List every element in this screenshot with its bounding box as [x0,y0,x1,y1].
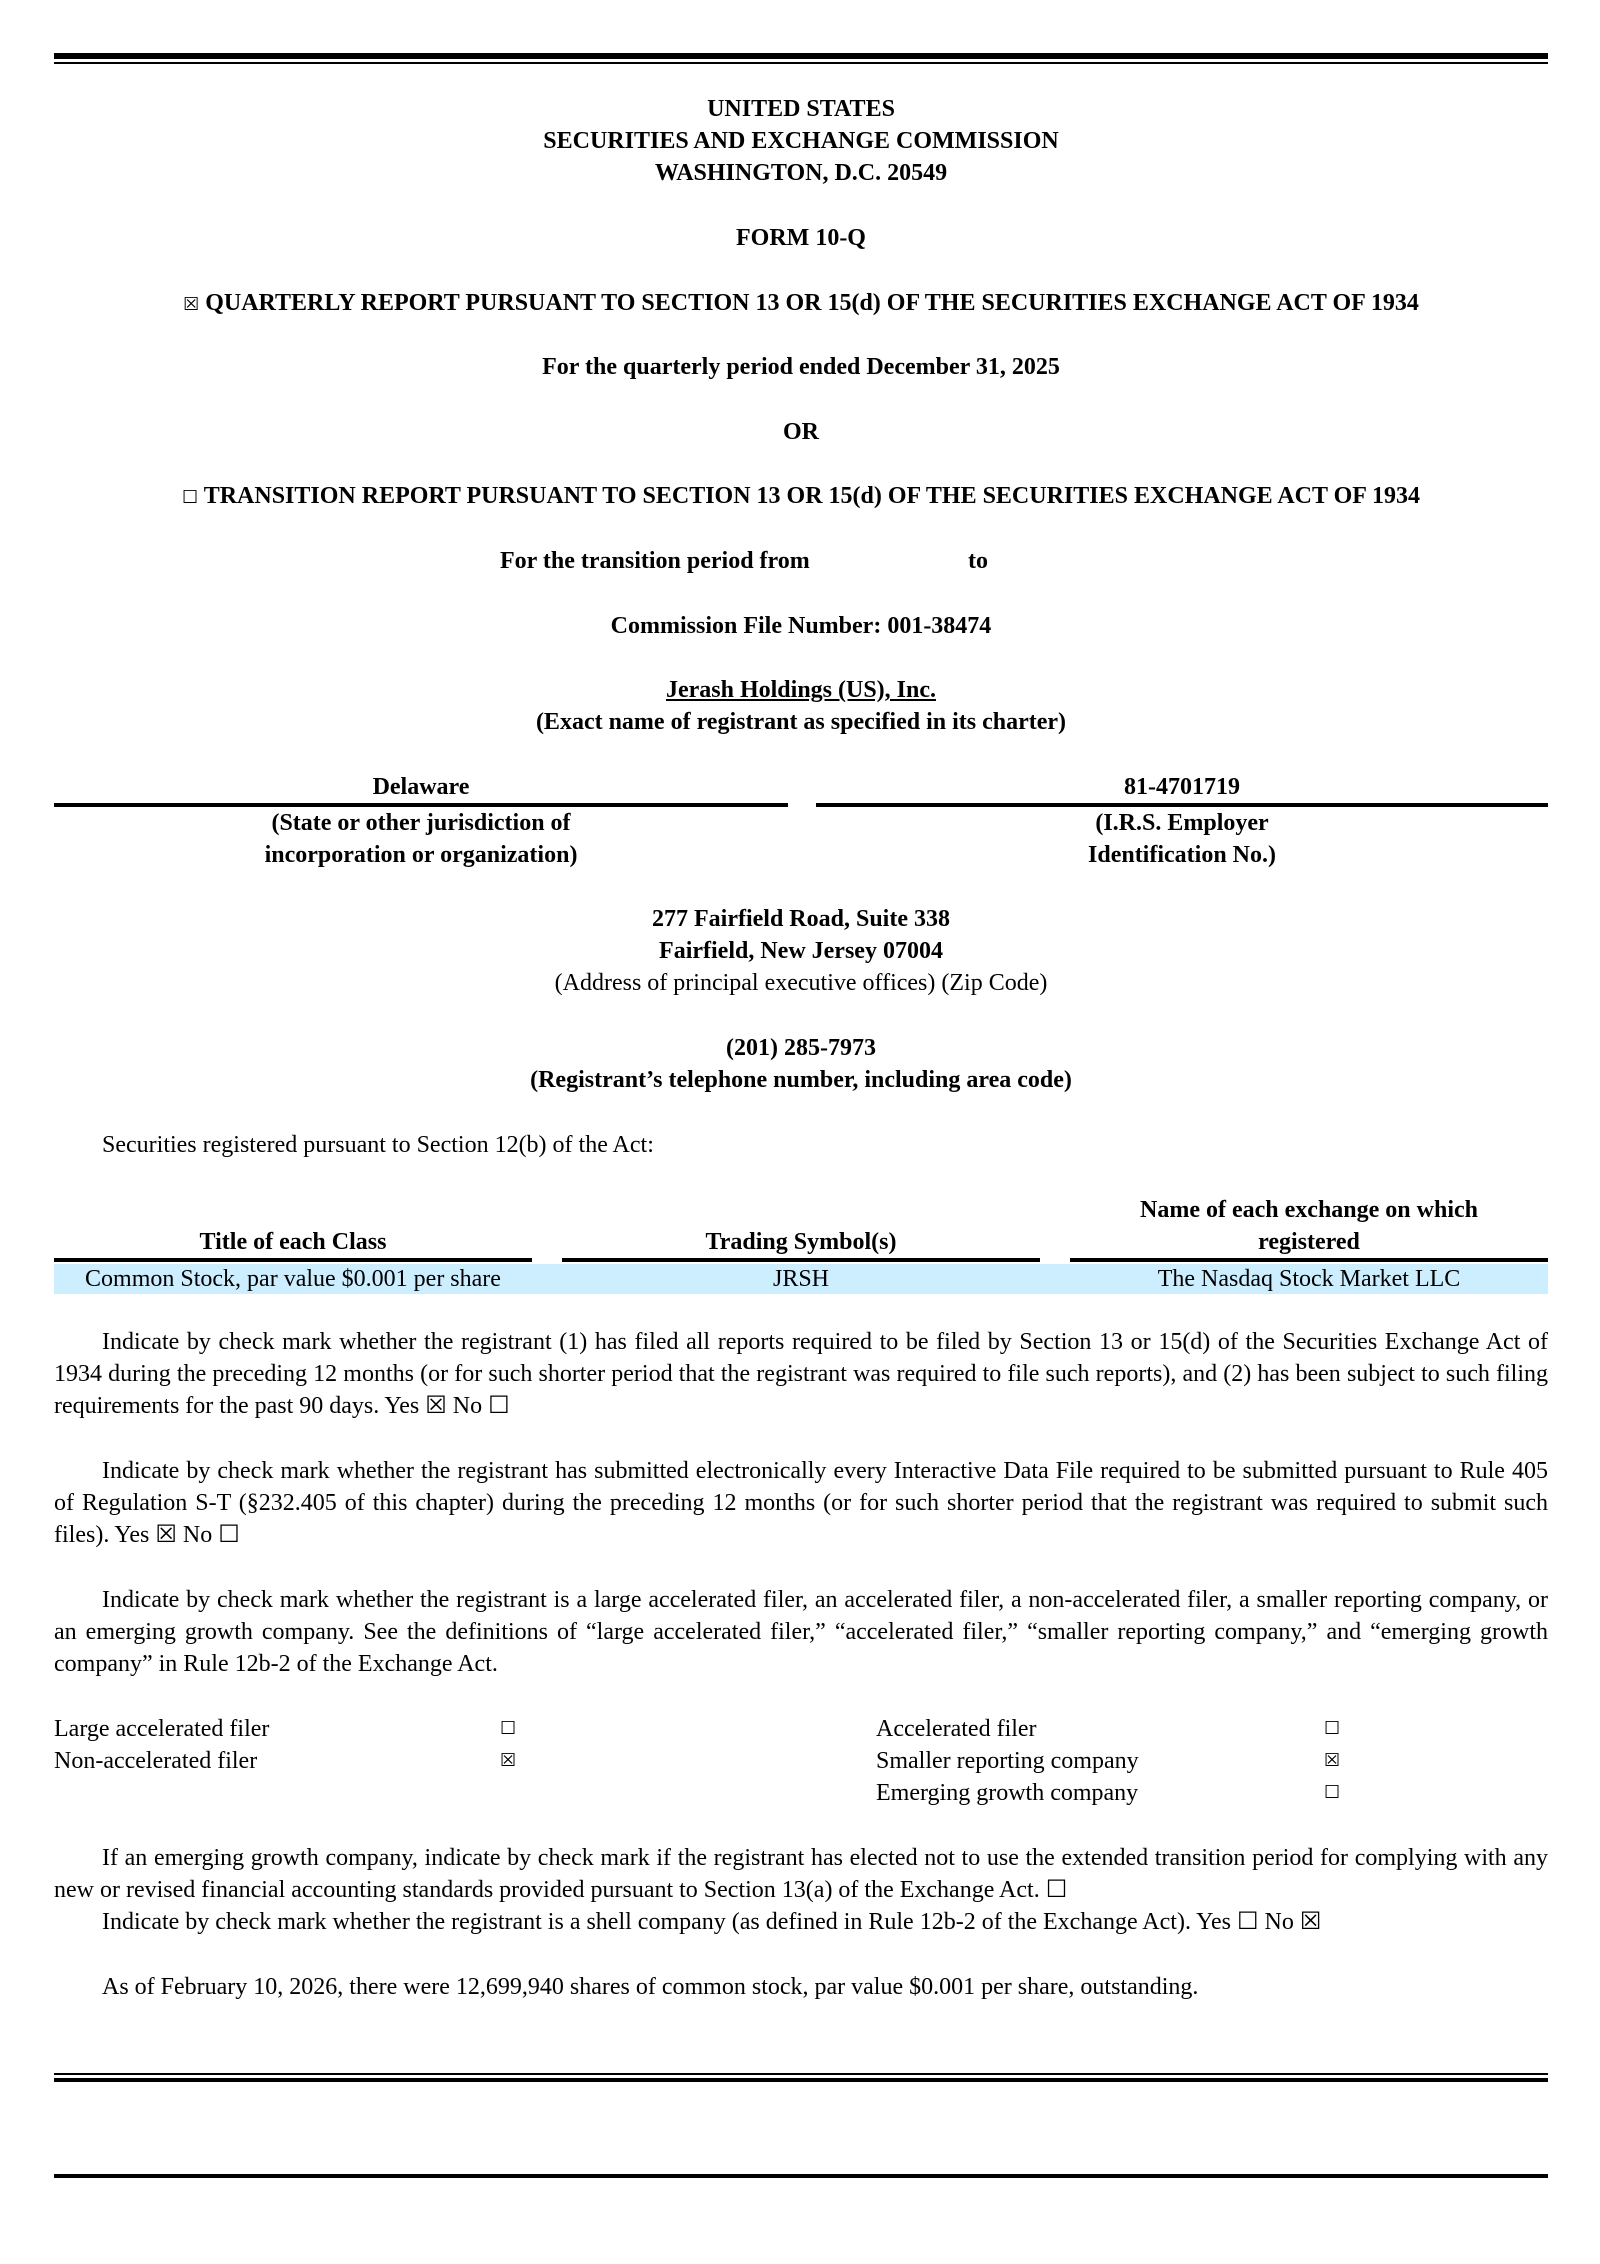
header-exchange-line-1: Name of each exchange on which [1140,1197,1478,1223]
address-line-2: Fairfield, New Jersey 07004 [659,938,943,964]
filer-emerging-growth-label: Emerging growth company [876,1780,1139,1806]
cell-title-of-class: Common Stock, par value $0.001 per share [85,1266,501,1292]
header-trading-symbol: Trading Symbol(s) [705,1229,897,1255]
registrant-name-caption: (Exact name of registrant as specified in its charter) [535,709,1067,735]
securities-intro: Securities registered pursuant to Section 12(b) of the Act: [102,1132,654,1158]
state-caption-line-1: (State or other jurisdiction of [271,810,571,836]
address-block [54,903,1548,999]
filer-large-accelerated-checkbox: ☐ [500,1718,517,1739]
paragraph-interactive-data: Indicate by check mark whether the registrant has submitted electronically every Interactive Data File required to be submitted pursuant to Rule 405 of Regulation S-T (§232.405 of this chapter) during the preceding 12 months (or for such shorter period that the registrant was required to submit such files). Yes ☒ No ☐ [54,1458,1548,1548]
registrant-name-block [54,674,1548,738]
transition-to-label: to [968,548,988,574]
paragraph-reports-filed: Indicate by check mark whether the registrant (1) has filed all reports required to be filed by Section 13 or 15(d) of the Securities Exchange Act of 1934 during the preceding 12 months (or for such shorter period that the registrant was required to file such reports), and (2) has been subject to such filing requirements for the past 90 days. Yes ☒ No ☐ [54,1329,1548,1419]
phone-number: (201) 285-7973 [726,1035,876,1061]
header-exchange-line-2: registered [1258,1229,1360,1255]
paragraph-emerging-growth: If an emerging growth company, indicate by check mark if the registrant has elected not to use the extended transition period for complying with any new or revised financial accounting standards provided pursuant to Section 13(a) of the Exchange Act. ☐ [54,1845,1548,1903]
header-exchange [1070,1194,1548,1258]
paragraph-filer-status: Indicate by check mark whether the registrant is a large accelerated filer, an accelerated filer, a non-accelerated filer, a smaller reporting company, or an emerging growth company. See the definitions of “large accelerated filer,” “accelerated filer,” “smaller reporting company,” and “emerging growth company” in Rule 12b-2 of the Exchange Act. [54,1587,1548,1677]
transition-from-label: For the transition period from [500,548,810,574]
row-bg-gap-1 [532,1264,562,1294]
filer-non-accelerated-checkbox: ☒ [500,1750,517,1771]
irs-caption-line-2: Identification No.) [1088,842,1276,868]
paragraph-shell-company: Indicate by check mark whether the registrant is a shell company (as defined in Rule 12b-2 of the Exchange Act). Yes ☐ No ☒ [102,1909,1322,1935]
filer-smaller-reporting-label: Smaller reporting company [876,1748,1139,1774]
footer-rule [54,2174,1548,2178]
state-caption-line-2: incorporation or organization) [264,842,578,868]
header-line-3: WASHINGTON, D.C. 20549 [654,160,948,186]
state-of-incorporation: Delaware [372,774,470,800]
header-rule-symbol [562,1258,1040,1262]
irs-number: 81-4701719 [1124,774,1240,800]
or-label: OR [783,419,819,445]
commission-file-number: Commission File Number: 001-38474 [610,613,992,639]
header-block [54,93,1548,189]
cell-trading-symbol: JRSH [772,1266,830,1292]
quarterly-report-line [54,287,1548,321]
quarterly-period: For the quarterly period ended December 31, 2025 [542,354,1060,380]
filer-accelerated-checkbox: ☐ [1324,1718,1341,1739]
header-rule-exchange [1070,1258,1548,1262]
filer-large-accelerated-label: Large accelerated filer [54,1716,270,1742]
header-line-2: SECURITIES AND EXCHANGE COMMISSION [543,128,1059,154]
header-line-1: UNITED STATES [707,96,895,122]
transition-checkbox: ☐ [181,487,199,508]
transition-report-text: TRANSITION REPORT PURSUANT TO SECTION 13 OR 15(d) OF THE SECURITIES EXCHANGE ACT OF 1934 [203,483,1421,509]
address-caption: (Address of principal executive offices) (Zip Code) [554,970,1048,996]
state-caption [54,807,788,871]
quarterly-report-text: QUARTERLY REPORT PURSUANT TO SECTION 13 OR 15(d) OF THE SECURITIES EXCHANGE ACT OF 1934 [205,290,1419,316]
cell-exchange: The Nasdaq Stock Market LLC [1157,1266,1461,1292]
filer-emerging-growth-checkbox: ☐ [1324,1782,1341,1803]
top-double-rule [54,53,1548,59]
registrant-name: Jerash Holdings (US), Inc. [665,677,937,703]
irs-caption-line-1: (I.R.S. Employer [1095,810,1269,836]
transition-report-line [54,480,1548,514]
irs-caption [816,807,1548,871]
filer-accelerated-label: Accelerated filer [876,1716,1037,1742]
header-title-of-class: Title of each Class [199,1229,387,1255]
phone-block [54,1032,1548,1096]
header-rule-title [54,1258,532,1262]
quarterly-checkbox: ☒ [183,294,200,315]
row-bg-gap-2 [1040,1264,1070,1294]
bottom-double-rule [54,2073,1548,2075]
form-title: FORM 10-Q [736,225,866,251]
address-line-1: 277 Fairfield Road, Suite 338 [652,906,950,932]
phone-caption: (Registrant’s telephone number, including area code) [530,1067,1072,1093]
filer-non-accelerated-label: Non-accelerated filer [54,1748,258,1774]
paragraph-shares-outstanding: As of February 10, 2026, there were 12,699,940 shares of common stock, par value $0.001 per share, outstanding. [102,1974,1199,2000]
filer-smaller-reporting-checkbox: ☒ [1324,1750,1341,1771]
